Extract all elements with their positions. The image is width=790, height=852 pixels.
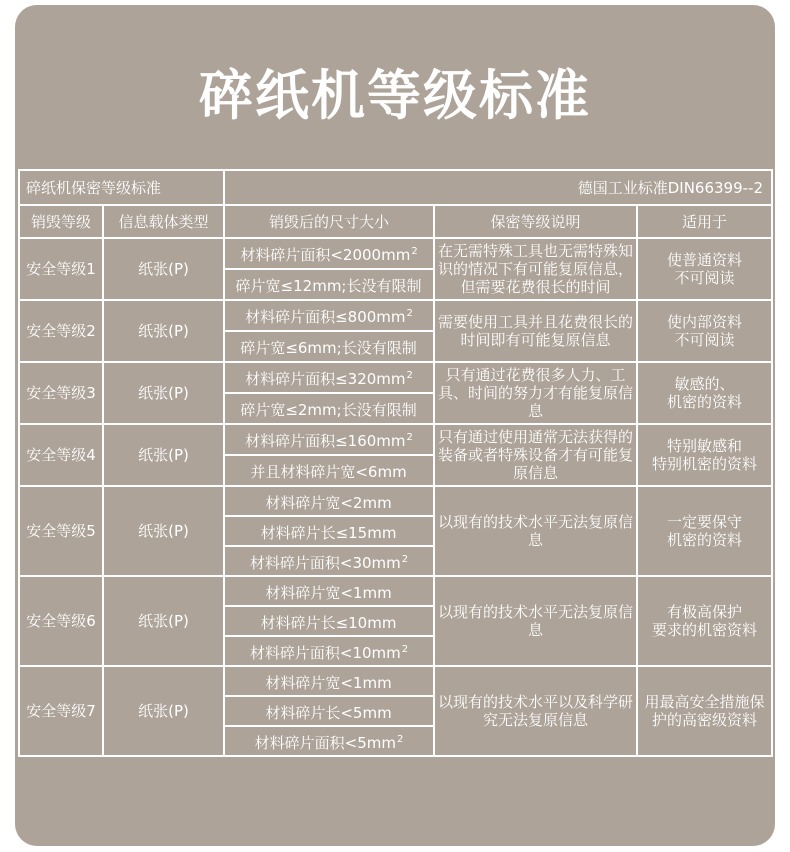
column-header-description: 保密等级说明 — [434, 205, 637, 238]
usage-line: 用最高安全措施保 — [644, 693, 765, 711]
particle-size — [224, 455, 434, 486]
particle-size — [224, 238, 434, 269]
particle-size-text: 材料碎片面积<30mm — [249, 553, 401, 572]
page-title: 碎纸机等级标准 — [199, 64, 591, 127]
column-header-carrier: 信息载体类型 — [103, 205, 224, 238]
security-level: 安全等级1 — [19, 238, 103, 300]
carrier-type: 纸张(P) — [103, 238, 224, 300]
security-description: 以现有的技术水平无法复原信息 — [434, 576, 637, 666]
table-row — [19, 238, 772, 269]
particle-size-text: 材料碎片面积≤160mm — [245, 432, 406, 450]
particle-size — [224, 300, 434, 331]
carrier-type: 纸张(P) — [103, 576, 224, 666]
usage-line: 护的高密级资料 — [652, 711, 758, 729]
security-description: 需要使用工具并且花费很长的时间即有可能复原信息 — [434, 300, 637, 362]
table-title: 碎纸机保密等级标准 — [19, 170, 224, 205]
particle-size — [224, 393, 434, 424]
particle-size-text: 碎片宽≤6mm;长没有限制 — [240, 339, 417, 357]
security-description: 以现有的技术水平无法复原信息 — [434, 486, 637, 576]
security-level: 安全等级5 — [19, 486, 103, 576]
particle-size-text: 材料碎片宽<2mm — [265, 493, 392, 512]
particle-size-text: 材料碎片长≤10mm — [260, 613, 397, 632]
particle-size — [224, 666, 434, 696]
applicable-usage — [637, 486, 772, 576]
security-description: 以现有的技术水平以及科学研究无法复原信息 — [434, 666, 637, 756]
table-row — [19, 576, 772, 606]
applicable-usage — [637, 300, 772, 362]
carrier-type: 纸张(P) — [103, 424, 224, 486]
table-row — [19, 300, 772, 331]
particle-size — [224, 424, 434, 455]
usage-line: 特别机密的资料 — [652, 455, 758, 473]
usage-line: 敏感的、 — [674, 375, 735, 393]
applicable-usage — [637, 238, 772, 300]
table-title-row — [19, 170, 772, 205]
usage-line: 不可阅读 — [674, 269, 735, 287]
particle-size-text: 碎片宽≤2mm;长没有限制 — [240, 401, 417, 419]
security-level: 安全等级4 — [19, 424, 103, 486]
usage-line: 特别敏感和 — [667, 437, 743, 455]
particle-size — [224, 726, 434, 756]
particle-size-unit-exponent: 2 — [401, 643, 409, 655]
usage-line: 一定要保守 — [667, 513, 743, 531]
security-level: 安全等级2 — [19, 300, 103, 362]
usage-line: 要求的机密资料 — [652, 621, 758, 639]
table-row — [19, 424, 772, 455]
particle-size-text: 材料碎片长≤15mm — [260, 523, 397, 542]
usage-line: 机密的资料 — [667, 393, 743, 411]
carrier-type: 纸张(P) — [103, 300, 224, 362]
particle-size — [224, 696, 434, 726]
particle-size — [224, 516, 434, 546]
particle-size-text: 碎片宽≤12mm;长没有限制 — [235, 277, 422, 295]
particle-size-text: 材料碎片面积<10mm — [249, 643, 401, 662]
column-header-row — [19, 205, 772, 238]
table-row — [19, 486, 772, 516]
particle-size — [224, 576, 434, 606]
usage-line: 使内部资料 — [667, 313, 743, 331]
particle-size-unit-exponent: 2 — [406, 370, 413, 381]
particle-size-unit-exponent: 2 — [406, 432, 413, 443]
table-row — [19, 666, 772, 696]
usage-line: 机密的资料 — [667, 531, 743, 549]
applicable-usage — [637, 666, 772, 756]
applicable-usage — [637, 362, 772, 424]
security-description: 在无需特殊工具也无需特殊知识的情况下有可能复原信息，但需要花费很长的时间 — [434, 238, 637, 300]
security-description: 只有通过使用通常无法获得的装备或者特殊设备才有可能复原信息 — [434, 424, 637, 486]
particle-size-unit-exponent: 2 — [411, 246, 418, 257]
content-card — [15, 5, 775, 846]
security-description: 只有通过花费很多人力、工具、时间的努力才有能复原信息 — [434, 362, 637, 424]
column-header-level: 销毁等级 — [19, 205, 103, 238]
applicable-usage — [637, 424, 772, 486]
particle-size — [224, 636, 434, 666]
particle-size — [224, 486, 434, 516]
particle-size-text: 材料碎片宽<1mm — [265, 583, 392, 602]
particle-size-text: 材料碎片面积≤800mm — [245, 308, 406, 326]
particle-size-unit-exponent: 2 — [401, 553, 409, 565]
particle-size-text: 材料碎片面积<5mm — [254, 733, 396, 752]
security-level: 安全等级3 — [19, 362, 103, 424]
carrier-type: 纸张(P) — [103, 362, 224, 424]
particle-size — [224, 331, 434, 362]
usage-line: 有极高保护 — [667, 603, 743, 621]
table-row — [19, 362, 772, 393]
usage-line: 不可阅读 — [674, 331, 735, 349]
particle-size-text: 材料碎片面积≤320mm — [245, 370, 406, 388]
usage-line: 使普通资料 — [667, 251, 743, 269]
shredder-standard-table — [18, 169, 773, 757]
particle-size — [224, 546, 434, 576]
particle-size-unit-exponent: 2 — [406, 308, 413, 319]
particle-size-text: 并且材料碎片宽<6mm — [250, 463, 407, 481]
particle-size-text: 材料碎片面积<2000mm — [240, 246, 411, 264]
particle-size-unit-exponent: 2 — [397, 733, 404, 745]
particle-size — [224, 269, 434, 300]
security-level: 安全等级6 — [19, 576, 103, 666]
applicable-usage — [637, 576, 772, 666]
security-level: 安全等级7 — [19, 666, 103, 756]
carrier-type: 纸张(P) — [103, 666, 224, 756]
particle-size-text: 材料碎片长<5mm — [265, 703, 392, 722]
particle-size-text: 材料碎片宽<1mm — [265, 673, 392, 692]
column-header-size: 销毁后的尺寸大小 — [224, 205, 434, 238]
column-header-usage: 适用于 — [637, 205, 772, 238]
particle-size — [224, 362, 434, 393]
standard-name: 德国工业标准DIN66399--2 — [224, 170, 772, 205]
carrier-type: 纸张(P) — [103, 486, 224, 576]
particle-size — [224, 606, 434, 636]
